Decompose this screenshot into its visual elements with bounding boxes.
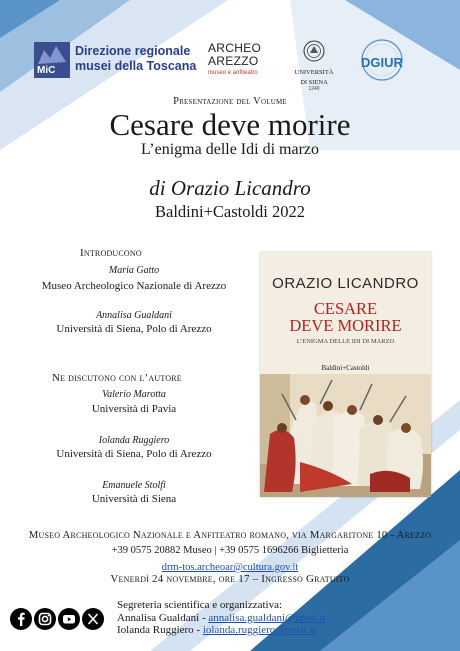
venue-email-link[interactable]: drm-tos.archeoar@cultura.gov.it — [161, 562, 299, 573]
mic-badge — [34, 42, 70, 78]
social-links — [10, 608, 106, 630]
dgiur-text: DGIUR — [361, 55, 403, 70]
mic-badge-text: MiC — [37, 65, 56, 76]
speaker-name: Iolanda Ruggiero — [98, 435, 170, 446]
archeo-tagline: museo e anfiteatro — [208, 70, 258, 76]
instagram-icon[interactable] — [34, 608, 56, 630]
book-cover-subtitle: L’ENIGMA DELLE IDI DI MARZO — [296, 338, 395, 345]
archeo-line1: ARCHEO — [208, 41, 262, 55]
presents-label: Presentazione del Volume — [173, 96, 287, 107]
logo-archeo-arezzo — [208, 42, 270, 76]
venue-phones: +39 0575 20882 Museo | +39 0575 1696266 Biglietteria — [111, 545, 349, 556]
page-title: Cesare deve morire — [109, 107, 351, 142]
mic-line2: musei della Toscana — [75, 59, 197, 73]
contact-name: Iolanda Ruggiero — [117, 624, 194, 636]
speaker-name: Emanuele Stolfi — [102, 480, 166, 491]
speaker-affiliation: Università di Siena, Polo di Arezzo — [56, 323, 212, 335]
venue-address: Museo Archeologico Nazionale e Anfiteatro romano, via Margaritone 10 - Arezzo — [28, 529, 432, 541]
contact-name: Annalisa Gualdani — [117, 611, 200, 624]
x-icon[interactable] — [82, 608, 104, 630]
siena-year: 1240 — [308, 86, 320, 92]
book-cover — [260, 252, 431, 497]
book-cover-painting — [260, 374, 431, 497]
mic-text — [75, 44, 196, 74]
logo-direzione-musei-toscana — [34, 42, 220, 78]
contacts-block — [117, 599, 447, 637]
speaker-name: Valerio Marotta — [102, 389, 166, 400]
event-date: Venerdì 24 novembre, ore 17 – Ingresso Gratuito — [110, 573, 350, 585]
book-cover-publisher: Baldini+Castoldi — [321, 364, 370, 372]
siena-line1: UNIVERSITÀ — [294, 69, 334, 76]
contact-email-link[interactable]: annalisa.gualdani@unisi.it — [208, 611, 326, 624]
archeo-line2: AREZZO — [208, 54, 259, 68]
book-cover-author: ORAZIO LICANDRO — [272, 275, 419, 292]
university-seal-icon — [303, 40, 325, 62]
book-cover-title — [260, 300, 431, 334]
contact-row: Annalisa Gualdani - annalisa.gualdani@unisi.it — [117, 611, 326, 624]
speaker-affiliation: Università di Siena — [91, 493, 177, 505]
logo-universita-siena — [286, 40, 342, 92]
speaker-name: Annalisa Gualdani — [96, 310, 172, 321]
page-subtitle: L’enigma delle Idi di marzo — [140, 141, 319, 158]
speaker-affiliation: Università di Pavia — [91, 403, 177, 415]
publisher-line: Baldini+Castoldi 2022 — [154, 202, 305, 221]
book-author-line: di Orazio Licandro — [149, 176, 311, 200]
siena-line2: DI SIENA — [300, 78, 328, 86]
speaker-affiliation: Museo Archeologico Nazionale di Arezzo — [41, 280, 227, 292]
logo-dgiur — [356, 38, 408, 87]
facebook-icon[interactable] — [10, 608, 32, 630]
contacts-heading: Segreteria scientifica e organizzativa: — [117, 599, 283, 611]
contact-email-link[interactable]: iolanda.ruggiero@unisi.it — [202, 624, 316, 636]
speaker-name: Maria Gatto — [108, 265, 160, 276]
youtube-icon[interactable] — [58, 608, 80, 630]
book-cover-title-line2: DEVE MORIRE — [289, 316, 402, 335]
contact-row: Iolanda Ruggiero - iolanda.ruggiero@unisi.it — [117, 624, 316, 636]
book-cover-title-line1: CESARE — [313, 299, 378, 318]
discuss-heading: Ne discutono con l’autore — [52, 372, 182, 384]
speaker-affiliation: Università di Siena, Polo di Arezzo — [56, 448, 212, 460]
mic-line1: Direzione regionale — [75, 44, 191, 58]
intro-heading: Introducono — [80, 247, 142, 259]
